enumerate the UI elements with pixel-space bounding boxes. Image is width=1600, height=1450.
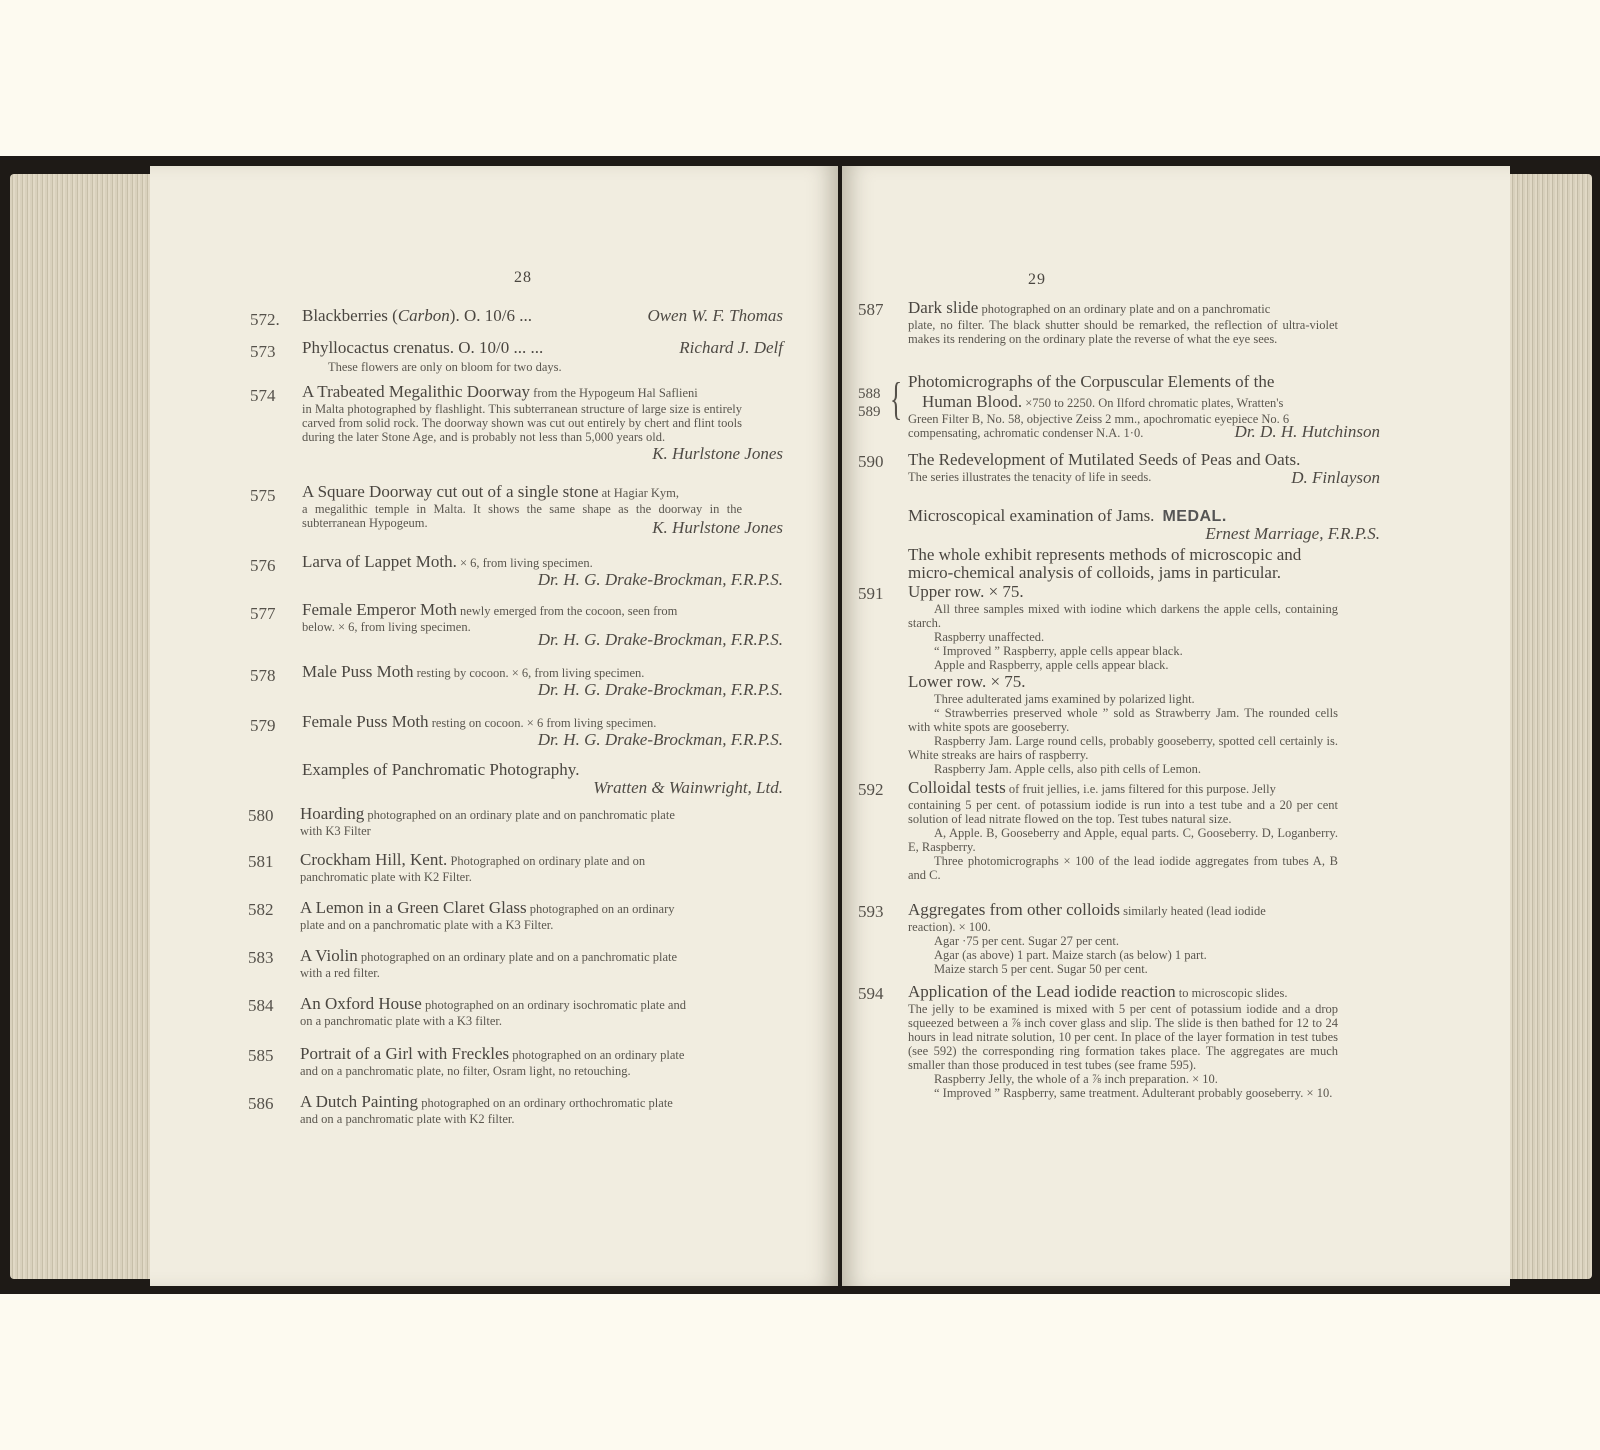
entry-title-tail: × 6, from living specimen. (456, 556, 593, 570)
entry-description: reaction). × 100. (908, 920, 991, 934)
entry-title-italic: Carbon (397, 306, 450, 325)
entry-number: 589 (858, 404, 881, 420)
entry-title: A Square Doorway cut out of a single stone (302, 482, 599, 501)
entry-number: 586 (248, 1094, 274, 1113)
entry-description: All three samples mixed with iodine which darkens the apple cells, containing starch. (908, 602, 1338, 630)
entry-description: The series illustrates the tenacity of life in seeds. (908, 470, 1152, 484)
entry-number: 587 (858, 300, 884, 319)
entry-number: 593 (858, 902, 884, 921)
entry-author: Dr. H. G. Drake-Brockman, F.R.P.S. (537, 570, 783, 589)
entry-title: The Redevelopment of Mutilated Seeds of Peas and Oats. (908, 450, 1301, 469)
entry-description: “ Improved ” Raspberry, same treatment. Adulterant probably gooseberry. × 10. (934, 1086, 1333, 1100)
page-number: 29 (1028, 271, 1046, 288)
entry-description: The jelly to be examined is mixed with 5 per cent of potassium iodide and a drop squeezed between a ⅞ inch cover glass and slip. The slide is then bathed for 12 to 24 hours in lead nitrate solution, 10 per cent. In place of the layer formation in test tubes (see 592) the corresponding ring formation takes place. The aggregates are much smaller than those produced in test tubes (see frame 595). (908, 1002, 1338, 1072)
entry-title: Photomicrographs of the Corpuscular Elements of the (908, 372, 1275, 391)
entry-title-tail: resting on cocoon. × 6 from living specimen. (428, 716, 657, 730)
entry-title: Colloidal tests (908, 778, 1006, 797)
entry-title: Hoarding (300, 804, 365, 823)
entry-author: Richard J. Delf (679, 338, 783, 357)
entry-number: 588 (858, 386, 881, 402)
entry-description: plate, no filter. The black shutter should be remarked, the reflection of ultra-violet makes its rendering on the ordinary plate the reverse of what the eye sees. (908, 318, 1338, 346)
entry-title: Portrait of a Girl with Freckles (300, 1044, 510, 1063)
entry-title-tail: from the Hypogeum Hal Saflieni (530, 386, 698, 400)
page-edges-right (1500, 174, 1592, 1279)
entry-author: Dr. H. G. Drake-Brockman, F.R.P.S. (537, 630, 783, 649)
entry-title-tail: photographed on an ordinary plate (509, 1048, 685, 1062)
entry-number: 591 (858, 584, 884, 603)
entry-title-tail: photographed on an ordinary plate and on a panchromatic plate (357, 950, 678, 964)
entry-number: 575 (250, 486, 276, 505)
entry-title: Phyllocactus crenatus. O. 10/0 ... ... (302, 338, 544, 357)
entry-author: D. Finlayson (1291, 468, 1380, 487)
entry-description: below. × 6, from living specimen. (302, 620, 471, 634)
entry-author: Dr. H. G. Drake-Brockman, F.R.P.S. (537, 680, 783, 699)
entry-number: 578 (250, 666, 276, 685)
entry-author: K. Hurlstone Jones (652, 518, 783, 537)
page-number: 28 (514, 269, 532, 286)
entry-title-end: ). O. 10/6 ... (449, 306, 532, 325)
entry-title-tail: photographed on an ordinary isochromatic plate and (421, 998, 686, 1012)
section-title: Examples of Panchromatic Photography. (302, 760, 580, 779)
entry-description: Raspberry Jelly, the whole of a ⅞ inch preparation. × 10. (934, 1072, 1218, 1086)
entry-number: 583 (248, 948, 274, 967)
entry-number: 572. (250, 310, 280, 329)
entry-description: a megalithic temple in Malta. It shows the same shape as the doorway in the subterranean Hypogeum. (302, 502, 742, 530)
entry-title: Dark slide (908, 298, 979, 317)
entry-description: on a panchromatic plate with a K3 filter. (300, 1014, 503, 1028)
entry-note: These flowers are only on bloom for two days. (328, 360, 562, 374)
entry-title-tail: ×750 to 2250. On Ilford chromatic plates, Wratten's (1022, 396, 1284, 410)
entry-title: Male Puss Moth (302, 662, 414, 681)
entry-author: Owen W. F. Thomas (647, 306, 783, 325)
entry-number: 581 (248, 852, 274, 871)
entry-title: Female Emperor Moth (302, 600, 457, 619)
section-title: Microscopical examination of Jams. (908, 506, 1155, 525)
entry-title-line2: Human Blood. (922, 392, 1023, 411)
right-page (842, 166, 1510, 1286)
entry-title-tail: photographed on an ordinary plate and on panchromatic plate (364, 808, 675, 822)
entry-number: 594 (858, 984, 884, 1003)
entry-title: Female Puss Moth (302, 712, 429, 731)
section-intro: The whole exhibit represents methods of microscopic and micro-chemical analysis of colloids, jams in particular. (908, 545, 1302, 582)
entry-number: 582 (248, 900, 274, 919)
upper-row-heading: Upper row. × 75. (908, 582, 1024, 601)
page-edges-left (10, 174, 160, 1279)
left-page (150, 166, 838, 1286)
medal-badge: MEDAL. (1162, 508, 1227, 525)
brace-glyph: { (890, 373, 903, 424)
entry-title: A Violin (300, 946, 358, 965)
entry-number: 574 (250, 386, 276, 405)
entry-number: 577 (250, 604, 276, 623)
entry-title: A Dutch Painting (300, 1092, 419, 1111)
entry-description: and on a panchromatic plate with K2 filter. (300, 1112, 515, 1126)
entry-description: with K3 Filter (300, 824, 371, 838)
entry-title-tail: Photographed on ordinary plate and on (447, 854, 646, 868)
entry-author: Dr. H. G. Drake-Brockman, F.R.P.S. (537, 730, 783, 749)
entry-title: A Trabeated Megalithic Doorway (302, 382, 531, 401)
entry-description: Maize starch 5 per cent. Sugar 50 per cent. (934, 962, 1148, 976)
entry-description: and on a panchromatic plate, no filter, Osram light, no retouching. (300, 1064, 631, 1078)
lower-row-heading: Lower row. × 75. (908, 672, 1026, 691)
entry-number: 580 (248, 806, 274, 825)
entry-number: 592 (858, 780, 884, 799)
entry-title: Larva of Lappet Moth. (302, 552, 457, 571)
entry-description: Three photomicrographs × 100 of the lead iodide aggregates from tubes A, B and C. (908, 854, 1338, 882)
section-author: Wratten & Wainwright, Ltd. (593, 778, 783, 797)
entry-title-tail: to microscopic slides. (1175, 986, 1288, 1000)
entry-number: 590 (858, 452, 884, 471)
entry-title-tail: resting by cocoon. × 6, from living specimen. (413, 666, 645, 680)
entry-number: 573 (250, 342, 276, 361)
entry-title-tail: at Hagiar Kym, (598, 486, 680, 500)
entry-description: Raspberry unaffected. (934, 630, 1045, 644)
entry-description: containing 5 per cent. of potassium iodide is run into a test tube and a 20 per cent solution of lead nitrate flowed on the top. Test tubes natural size. (908, 798, 1338, 826)
entry-description: in Malta photographed by flashlight. This subterranean structure of large size is entirely carved from solid rock. The doorway shown was cut out entirely by chert and flint tools during the later Stone Age, and is probably not less than 5,000 years old. (302, 402, 742, 444)
entry-description: compensating, achromatic condenser N.A. 1·0. (908, 426, 1144, 440)
entry-description: Three adulterated jams examined by polarized light. (934, 692, 1195, 706)
entry-description: Green Filter B, No. 58, objective Zeiss 2 mm., apochromatic eyepiece No. 6 (908, 412, 1290, 426)
entry-title: Aggregates from other colloids (908, 900, 1120, 919)
entry-title-tail: photographed on an ordinary (526, 902, 675, 916)
entry-description: “ Improved ” Raspberry, apple cells appear black. (934, 644, 1183, 658)
entry-title: Crockham Hill, Kent. (300, 850, 448, 869)
entry-title-tail: similarly heated (lead iodide (1119, 904, 1266, 918)
entry-title: Application of the Lead iodide reaction (908, 982, 1176, 1001)
entry-description: Agar ·75 per cent. Sugar 27 per cent. (934, 934, 1119, 948)
entry-number: 579 (250, 716, 276, 735)
entry-title-tail: photographed on an ordinary orthochromatic plate (418, 1096, 673, 1110)
entry-title-tail: of fruit jellies, i.e. jams filtered for this purpose. Jelly (1005, 782, 1276, 796)
entry-number: 584 (248, 996, 274, 1015)
section-author: Ernest Marriage, F.R.P.S. (1205, 524, 1380, 543)
entry-title-tail: photographed on an ordinary plate and on a panchromatic (978, 302, 1271, 316)
entry-number: 585 (248, 1046, 274, 1065)
entry-description: plate and on a panchromatic plate with a K3 Filter. (300, 918, 554, 932)
entry-author: K. Hurlstone Jones (652, 444, 783, 463)
entry-number: 576 (250, 556, 276, 575)
entry-title: Blackberries ( (302, 306, 398, 325)
entry-title: A Lemon in a Green Claret Glass (300, 898, 527, 917)
entry-author: Dr. D. H. Hutchinson (1234, 422, 1380, 441)
entry-description: Raspberry Jam. Large round cells, probably gooseberry, spotted cell certainly is. White streaks are hairs of raspberry. (908, 734, 1338, 762)
entry-description: A, Apple. B, Gooseberry and Apple, equal parts. C, Gooseberry. D, Loganberry. E, Raspberry. (908, 826, 1338, 854)
book-spread (0, 156, 1600, 1294)
entry-description: Agar (as above) 1 part. Maize starch (as below) 1 part. (934, 948, 1207, 962)
entry-description: with a red filter. (300, 966, 380, 980)
entry-description: “ Strawberries preserved whole ” sold as Strawberry Jam. The rounded cells with white spots are gooseberry. (908, 706, 1338, 734)
entry-description: panchromatic plate with K2 Filter. (300, 870, 472, 884)
entry-description: Apple and Raspberry, apple cells appear black. (934, 658, 1169, 672)
entry-description: Raspberry Jam. Apple cells, also pith cells of Lemon. (934, 762, 1201, 776)
entry-title-tail: newly emerged from the cocoon, seen from (456, 604, 678, 618)
entry-title: An Oxford House (300, 994, 422, 1013)
